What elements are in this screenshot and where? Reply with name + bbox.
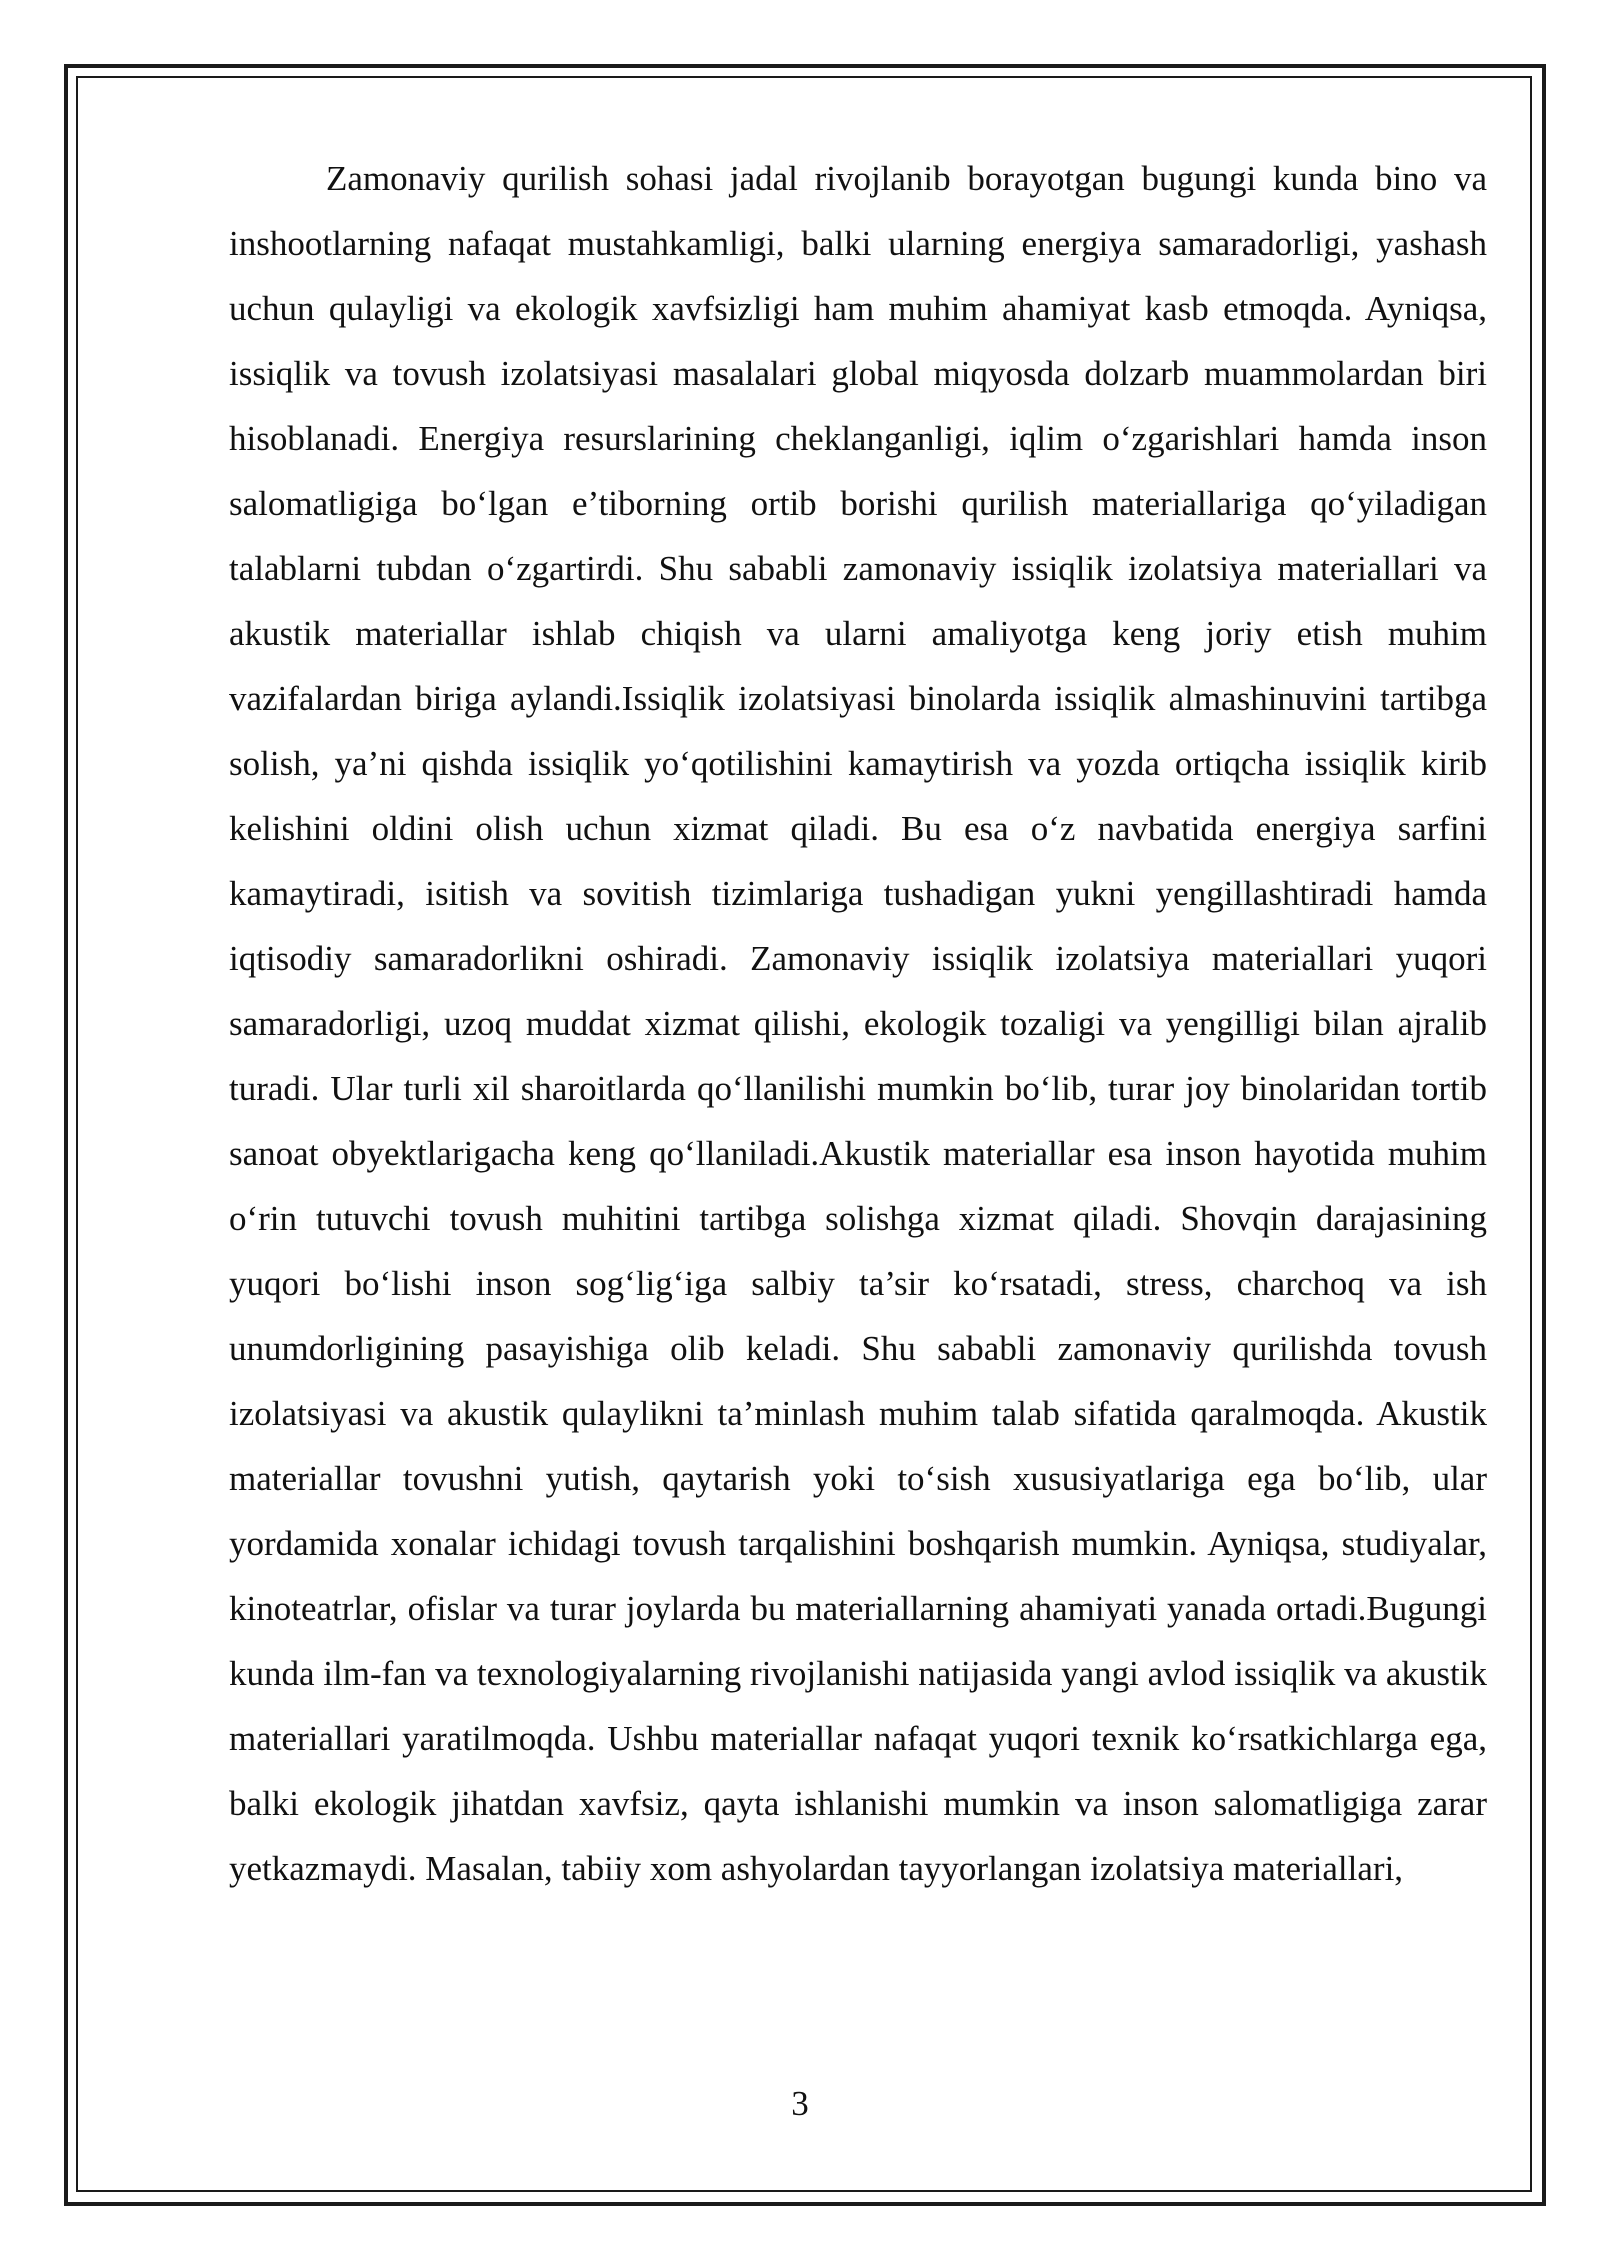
- page-number: 3: [791, 2084, 809, 2123]
- body-text: [229, 146, 1487, 1901]
- paragraph: Zamonaviy qurilish sohasi jadal rivojlanib borayotgan bugungi kunda bino va inshootlarning nafaqat mustahkamligi, balki ularning energiya samaradorligi, yashash uchun qulayligi va ekologik xavfsizligi ham muhim ahamiyat kasb etmoqda. Ayniqsa, issiqlik va tovush izolatsiyasi masalalari global miqyosda dolzarb muammolardan biri hisoblanadi. Energiya resurslarining cheklanganligi, iqlim o‘zgarishlari hamda inson salomatligiga bo‘lgan e’tiborning ortib borishi qurilish materiallariga qo‘yiladigan talablarni tubdan o‘zgartirdi. Shu sababli zamonaviy issiqlik izolatsiya materiallari va akustik materiallar ishlab chiqish va ularni amaliyotga keng joriy etish muhim vazifalardan biriga aylandi.Issiqlik izolatsiyasi binolarda issiqlik almashinuvini tartibga solish, ya’ni qishda issiqlik yo‘qotilishini kamaytirish va yozda ortiqcha issiqlik kirib kelishini oldini olish uchun xizmat qiladi. Bu esa o‘z navbatida energiya sarfini kamaytiradi, isitish va sovitish tizimlariga tushadigan yukni yengillashtiradi hamda iqtisodiy samaradorlikni oshiradi. Zamonaviy issiqlik izolatsiya materiallari yuqori samaradorligi, uzoq muddat xizmat qilishi, ekologik tozaligi va yengilligi bilan ajralib turadi. Ular turli xil sharoitlarda qo‘llanilishi mumkin bo‘lib, turar joy binolaridan tortib sanoat obyektlarigacha keng qo‘llaniladi.Akustik materiallar esa inson hayotida muhim o‘rin tutuvchi tovush muhitini tartibga solishga xizmat qiladi. Shovqin darajasining yuqori bo‘lishi inson sog‘lig‘iga salbiy ta’sir ko‘rsatadi, stress, charchoq va ish unumdorligining pasayishiga olib keladi. Shu sababli zamonaviy qurilishda tovush izolatsiyasi va akustik qulaylikni ta’minlash muhim talab sifatida qaralmoqda. Akustik materiallar tovushni yutish, qaytarish yoki to‘sish xususiyatlariga ega bo‘lib, ular yordamida xonalar ichidagi tovush tarqalishini boshqarish mumkin. Ayniqsa, studiyalar, kinoteatrlar, ofislar va turar joylarda bu materiallarning ahamiyati yanada ortadi.Bugungi kunda ilm-fan va texnologiyalarning rivojlanishi natijasida yangi avlod issiqlik va akustik materiallari yaratilmoqda. Ushbu materiallar nafaqat yuqori texnik ko‘rsatkichlarga ega, balki ekologik jihatdan xavfsiz, qayta ishlanishi mumkin va inson salomatligiga zarar yetkazmaydi. Masalan, tabiiy xom ashyolardan tayyorlangan izolatsiya materiallari,: [229, 159, 1487, 1888]
